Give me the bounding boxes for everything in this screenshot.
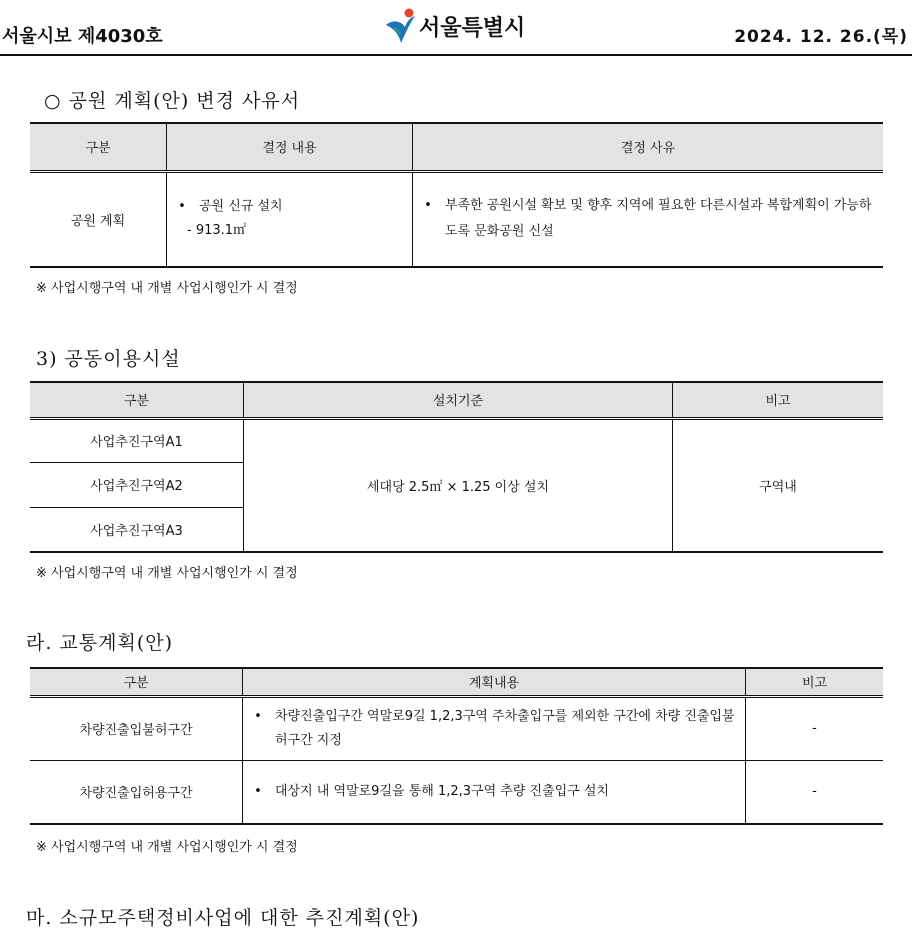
table-header-row	[30, 382, 883, 418]
zone-a2: 사업추진구역A2	[30, 462, 244, 507]
city-name: 서울특별시	[419, 15, 526, 41]
shared-facilities-table	[30, 381, 883, 553]
col-decision-reason: 결정 사유	[413, 123, 884, 171]
table-row	[30, 418, 883, 462]
table-row	[30, 760, 883, 824]
col-plan-content: 계획내용	[243, 668, 746, 696]
plan-content-text: 차량진출입구간 역말로9길 1,2,3구역 주차출입구를 제외한 구간에 차량 진출입불허구간 지정	[275, 708, 735, 748]
decision-reason-item: • 부족한 공원시설 확보 및 향후 지역에 필요한 다른시설과 복합계획이 가능하도록 문화공원 신설	[413, 193, 883, 245]
zone-a1: 사업추진구역A1	[30, 418, 244, 462]
col-decision-content: 결정 내용	[167, 123, 413, 171]
traffic-section-title: 라. 교통계획(안)	[26, 632, 174, 654]
col-remark: 비고	[746, 668, 884, 696]
city-logo	[383, 6, 525, 46]
traffic-note: ※ 사업시행구역 내 개별 사업시행인가 시 결정	[36, 840, 298, 855]
shared-note: ※ 사업시행구역 내 개별 사업시행인가 시 결정	[36, 566, 298, 581]
content-line-1: 공원 신규 설치	[199, 199, 283, 215]
shared-remark: 구역내	[759, 479, 797, 495]
seoul-emblem-icon	[383, 7, 417, 45]
traffic-category: 차량진출입불허구간	[30, 696, 243, 760]
next-section-title: 마. 소규모주택정비사업에 대한 추진계획(안)	[26, 907, 420, 929]
col-category: 구분	[30, 382, 244, 418]
traffic-remark: -	[812, 721, 817, 736]
park-change-table	[30, 122, 883, 268]
park-note: ※ 사업시행구역 내 개별 사업시행인가 시 결정	[36, 281, 298, 296]
col-category: 구분	[30, 123, 167, 171]
plan-content-item: • 대상지 내 역말로9길을 통해 1,2,3구역 추량 진출입구 설치	[243, 780, 745, 804]
park-section-title: ○ 공원 계획(안) 변경 사유서	[44, 90, 301, 112]
zone-a3: 사업추진구역A3	[30, 507, 244, 552]
traffic-category: 차량진출입허용구간	[30, 760, 243, 824]
table-row	[30, 696, 883, 760]
plan-content-item: • 차량진출입구간 역말로9길 1,2,3구역 주차출입구를 제외한 구간에 차량 진출입불허구간 지정	[243, 705, 745, 753]
col-standard: 설치기준	[244, 382, 673, 418]
decision-reason-text: 부족한 공원시설 확보 및 향후 지역에 필요한 다른시설과 복합계획이 가능하도록 문화공원 신설	[445, 198, 872, 240]
col-remark: 비고	[673, 382, 884, 418]
publication-number: 서울시보 제4030호	[2, 26, 163, 47]
table-header-row	[30, 668, 883, 696]
park-category: 공원 계획	[30, 171, 167, 267]
publication-date: 2024. 12. 26.(목)	[734, 27, 908, 47]
decision-content-item: • 공원 신규 설치 - 913.1㎡	[167, 195, 412, 243]
traffic-remark: -	[812, 784, 817, 800]
page-header	[0, 0, 912, 56]
table-header-row	[30, 123, 883, 171]
content-line-2: - 913.1㎡	[187, 223, 247, 239]
shared-section-title: 3) 공동이용시설	[36, 348, 181, 370]
table-row	[30, 171, 883, 267]
col-category: 구분	[30, 668, 243, 696]
plan-content-text: 대상지 내 역말로9길을 통해 1,2,3구역 추량 진출입구 설치	[275, 783, 609, 799]
installation-standard: 세대당 2.5㎡ × 1.25 이상 설치	[244, 418, 673, 552]
traffic-plan-table	[30, 667, 883, 825]
